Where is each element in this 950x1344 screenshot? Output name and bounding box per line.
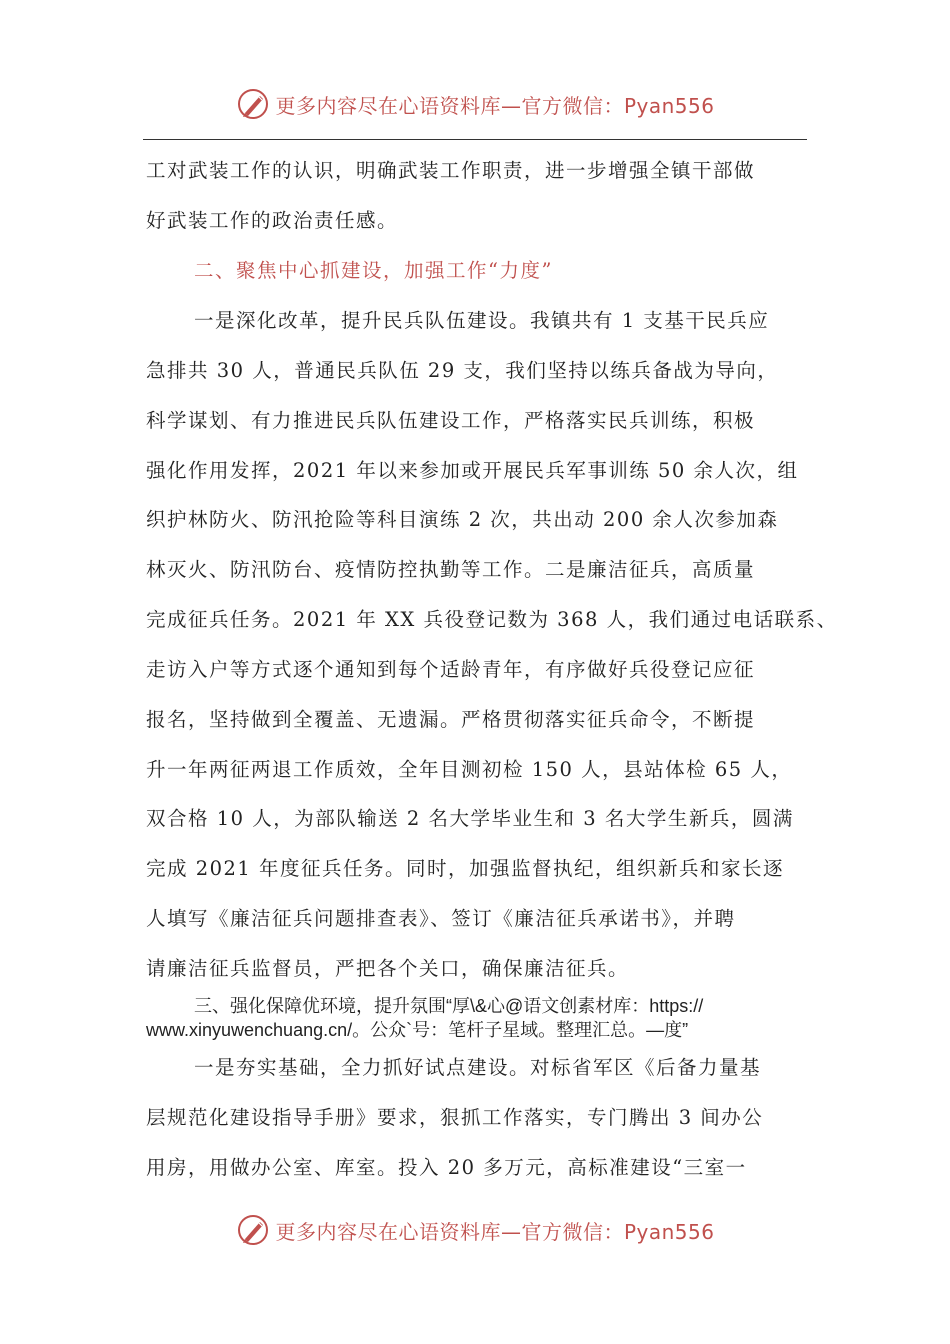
- body-line: 人填写《廉洁征兵问题排查表》、签订《廉洁征兵承诺书》，并聘: [146, 907, 736, 930]
- header-banner: [0, 84, 950, 124]
- header-banner-text: 更多内容尽在心语资料库—官方微信：Pyan556: [275, 93, 715, 118]
- body-line: 织护林防火、防汛抢险等科目演练 2 次，共出动 200 余人次参加森: [146, 508, 779, 531]
- body-line: 急排共 30 人，普通民兵队伍 29 支，我们坚持以练兵备战为导向，: [146, 359, 779, 382]
- pen-logo-icon: [235, 1212, 271, 1248]
- body-line: 层规范化建设指导手册》要求，狠抓工作落实，专门腾出 3 间办公: [146, 1106, 764, 1129]
- section-heading-3: 三、强化保障优环境，提升氛围“厚\&心@语文创素材库：https://: [194, 996, 704, 1016]
- body-line: 好武装工作的政治责任感。: [146, 209, 399, 232]
- body-line: 走访入户等方式逐个通知到每个适龄青年，有序做好兵役登记应征: [146, 658, 756, 681]
- body-line: 请廉洁征兵监督员，严把各个关口，确保廉洁征兵。: [146, 957, 630, 980]
- body-line: 双合格 10 人，为部队输送 2 名大学毕业生和 3 名大学生新兵，圆满: [146, 807, 794, 830]
- body-line: 林灭火、防汛防台、疫情防控执勤等工作。二是廉洁征兵，高质量: [146, 558, 756, 581]
- section-heading-3-cont: www.xinyuwenchuang.cn/。公众`号：笔杆子星域。整理汇总。—度”: [146, 1020, 689, 1040]
- body-line: 一是夯实基础，全力抓好试点建设。对标省军区《后备力量基: [194, 1056, 762, 1079]
- body-line: 报名，坚持做到全覆盖、无遗漏。严格贯彻落实征兵命令，不断提: [146, 708, 756, 731]
- pen-logo-icon: [235, 86, 271, 122]
- body-line: 用房，用做办公室、库室。投入 20 多万元，高标准建设“三室一: [146, 1156, 747, 1179]
- body-line: 完成征兵任务。2021 年 XX 兵役登记数为 368 人，我们通过电话联系、: [146, 608, 838, 631]
- header-divider: [143, 139, 807, 140]
- footer-banner-text: 更多内容尽在心语资料库—官方微信：Pyan556: [275, 1219, 715, 1244]
- section-heading-2: 二、聚焦中心抓建设，加强工作“力度”: [194, 259, 553, 282]
- body-line: 科学谋划、有力推进民兵队伍建设工作，严格落实民兵训练，积极: [146, 409, 756, 432]
- footer-banner: [0, 1210, 950, 1250]
- body-line: 强化作用发挥，2021 年以来参加或开展民兵军事训练 50 余人次，组: [146, 459, 799, 482]
- body-line: 工对武装工作的认识，明确武装工作职责，进一步增强全镇干部做: [146, 159, 756, 182]
- body-line: 一是深化改革，提升民兵队伍建设。我镇共有 1 支基干民兵应: [194, 309, 770, 332]
- body-line: 完成 2021 年度征兵任务。同时，加强监督执纪，组织新兵和家长逐: [146, 857, 785, 880]
- body-line: 升一年两征两退工作质效，全年目测初检 150 人，县站体检 65 人，: [146, 758, 793, 781]
